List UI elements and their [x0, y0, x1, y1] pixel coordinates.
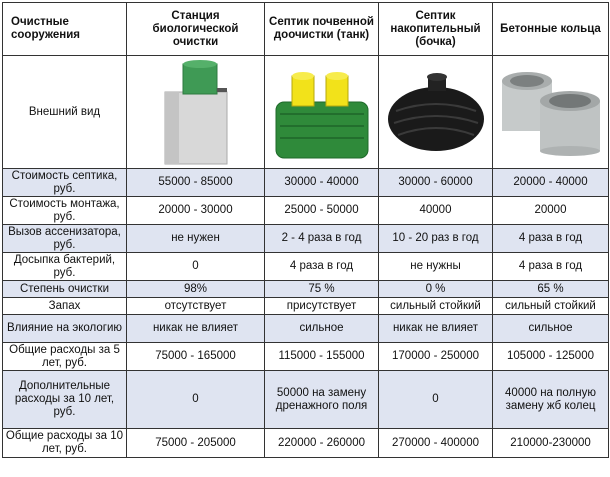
table-cell: 0	[127, 371, 265, 429]
table-cell: 0	[379, 371, 493, 429]
image-cell	[265, 56, 379, 169]
table-cell: 4 раза в год	[493, 253, 609, 281]
table-cell: сильный стойкий	[493, 298, 609, 315]
table-cell: 30000 - 40000	[265, 169, 379, 197]
image-cell	[127, 56, 265, 169]
table-cell: 0	[127, 253, 265, 281]
row-label: Общие расходы за 5 лет, руб.	[3, 343, 127, 371]
table-cell: 55000 - 85000	[127, 169, 265, 197]
header-cell: Бетонные кольца	[493, 3, 609, 56]
image-cell	[493, 56, 609, 169]
table-cell: 75000 - 165000	[127, 343, 265, 371]
table-cell: 98%	[127, 281, 265, 298]
table-cell: присутствует	[265, 298, 379, 315]
row-label: Степень очистки	[3, 281, 127, 298]
table-row	[3, 281, 609, 298]
table-cell: 10 - 20 раз в год	[379, 225, 493, 253]
table-cell: 210000-230000	[493, 429, 609, 458]
table-row-appearance	[3, 56, 609, 169]
row-label: Влияние на экологию	[3, 315, 127, 343]
table-cell: 50000 на замену дренажного поля	[265, 371, 379, 429]
table-cell: 270000 - 400000	[379, 429, 493, 458]
table-cell: 65 %	[493, 281, 609, 298]
table-cell: 0 %	[379, 281, 493, 298]
septic-comparison-table	[2, 2, 609, 458]
table-row	[3, 169, 609, 197]
table-row	[3, 253, 609, 281]
table-cell: 115000 - 155000	[265, 343, 379, 371]
table-cell: сильное	[493, 315, 609, 343]
row-label: Стоимость монтажа, руб.	[3, 197, 127, 225]
table-row	[3, 371, 609, 429]
table-cell: никак не влияет	[379, 315, 493, 343]
table-cell: сильное	[265, 315, 379, 343]
row-label: Вызов ассенизатора, руб.	[3, 225, 127, 253]
table-row	[3, 315, 609, 343]
table-cell: 25000 - 50000	[265, 197, 379, 225]
table-cell: 40000 на полную замену жб колец	[493, 371, 609, 429]
table-cell: никак не влияет	[127, 315, 265, 343]
header-cell: Септик почвенной доочистки (танк)	[265, 3, 379, 56]
table-cell: 40000	[379, 197, 493, 225]
table-cell: не нужен	[127, 225, 265, 253]
table-row	[3, 225, 609, 253]
row-label: Дополнительные расходы за 10 лет, руб.	[3, 371, 127, 429]
table-cell: 75000 - 205000	[127, 429, 265, 458]
table-row	[3, 429, 609, 458]
row-label: Запах	[3, 298, 127, 315]
table-cell: 220000 - 260000	[265, 429, 379, 458]
table-cell: сильный стойкий	[379, 298, 493, 315]
table-cell: 30000 - 60000	[379, 169, 493, 197]
table-cell: 20000	[493, 197, 609, 225]
table-row	[3, 197, 609, 225]
image-cell	[379, 56, 493, 169]
table-header-row	[3, 3, 609, 56]
table-cell: 20000 - 40000	[493, 169, 609, 197]
black-storage-barrel-icon	[384, 67, 488, 157]
table-cell: не нужны	[379, 253, 493, 281]
header-cell: Очистные сооружения	[3, 3, 127, 56]
row-label: Внешний вид	[3, 56, 127, 169]
table-cell: 75 %	[265, 281, 379, 298]
header-cell: Септик накопительный (бочка)	[379, 3, 493, 56]
table-cell: отсутствует	[127, 298, 265, 315]
bio-station-icon	[151, 58, 241, 166]
row-label: Общие расходы за 10 лет, руб.	[3, 429, 127, 458]
table-cell: 105000 - 125000	[493, 343, 609, 371]
table-row	[3, 298, 609, 315]
table-row	[3, 343, 609, 371]
table-cell: 2 - 4 раза в год	[265, 225, 379, 253]
table-cell: 4 раза в год	[265, 253, 379, 281]
table-cell: 170000 - 250000	[379, 343, 493, 371]
table-cell: 20000 - 30000	[127, 197, 265, 225]
header-cell: Станция биологической очистки	[127, 3, 265, 56]
row-label: Стоимость септика, руб.	[3, 169, 127, 197]
concrete-rings-icon	[496, 67, 606, 157]
green-septic-tank-icon	[270, 62, 374, 162]
row-label: Досыпка бактерий, руб.	[3, 253, 127, 281]
table-cell: 4 раза в год	[493, 225, 609, 253]
